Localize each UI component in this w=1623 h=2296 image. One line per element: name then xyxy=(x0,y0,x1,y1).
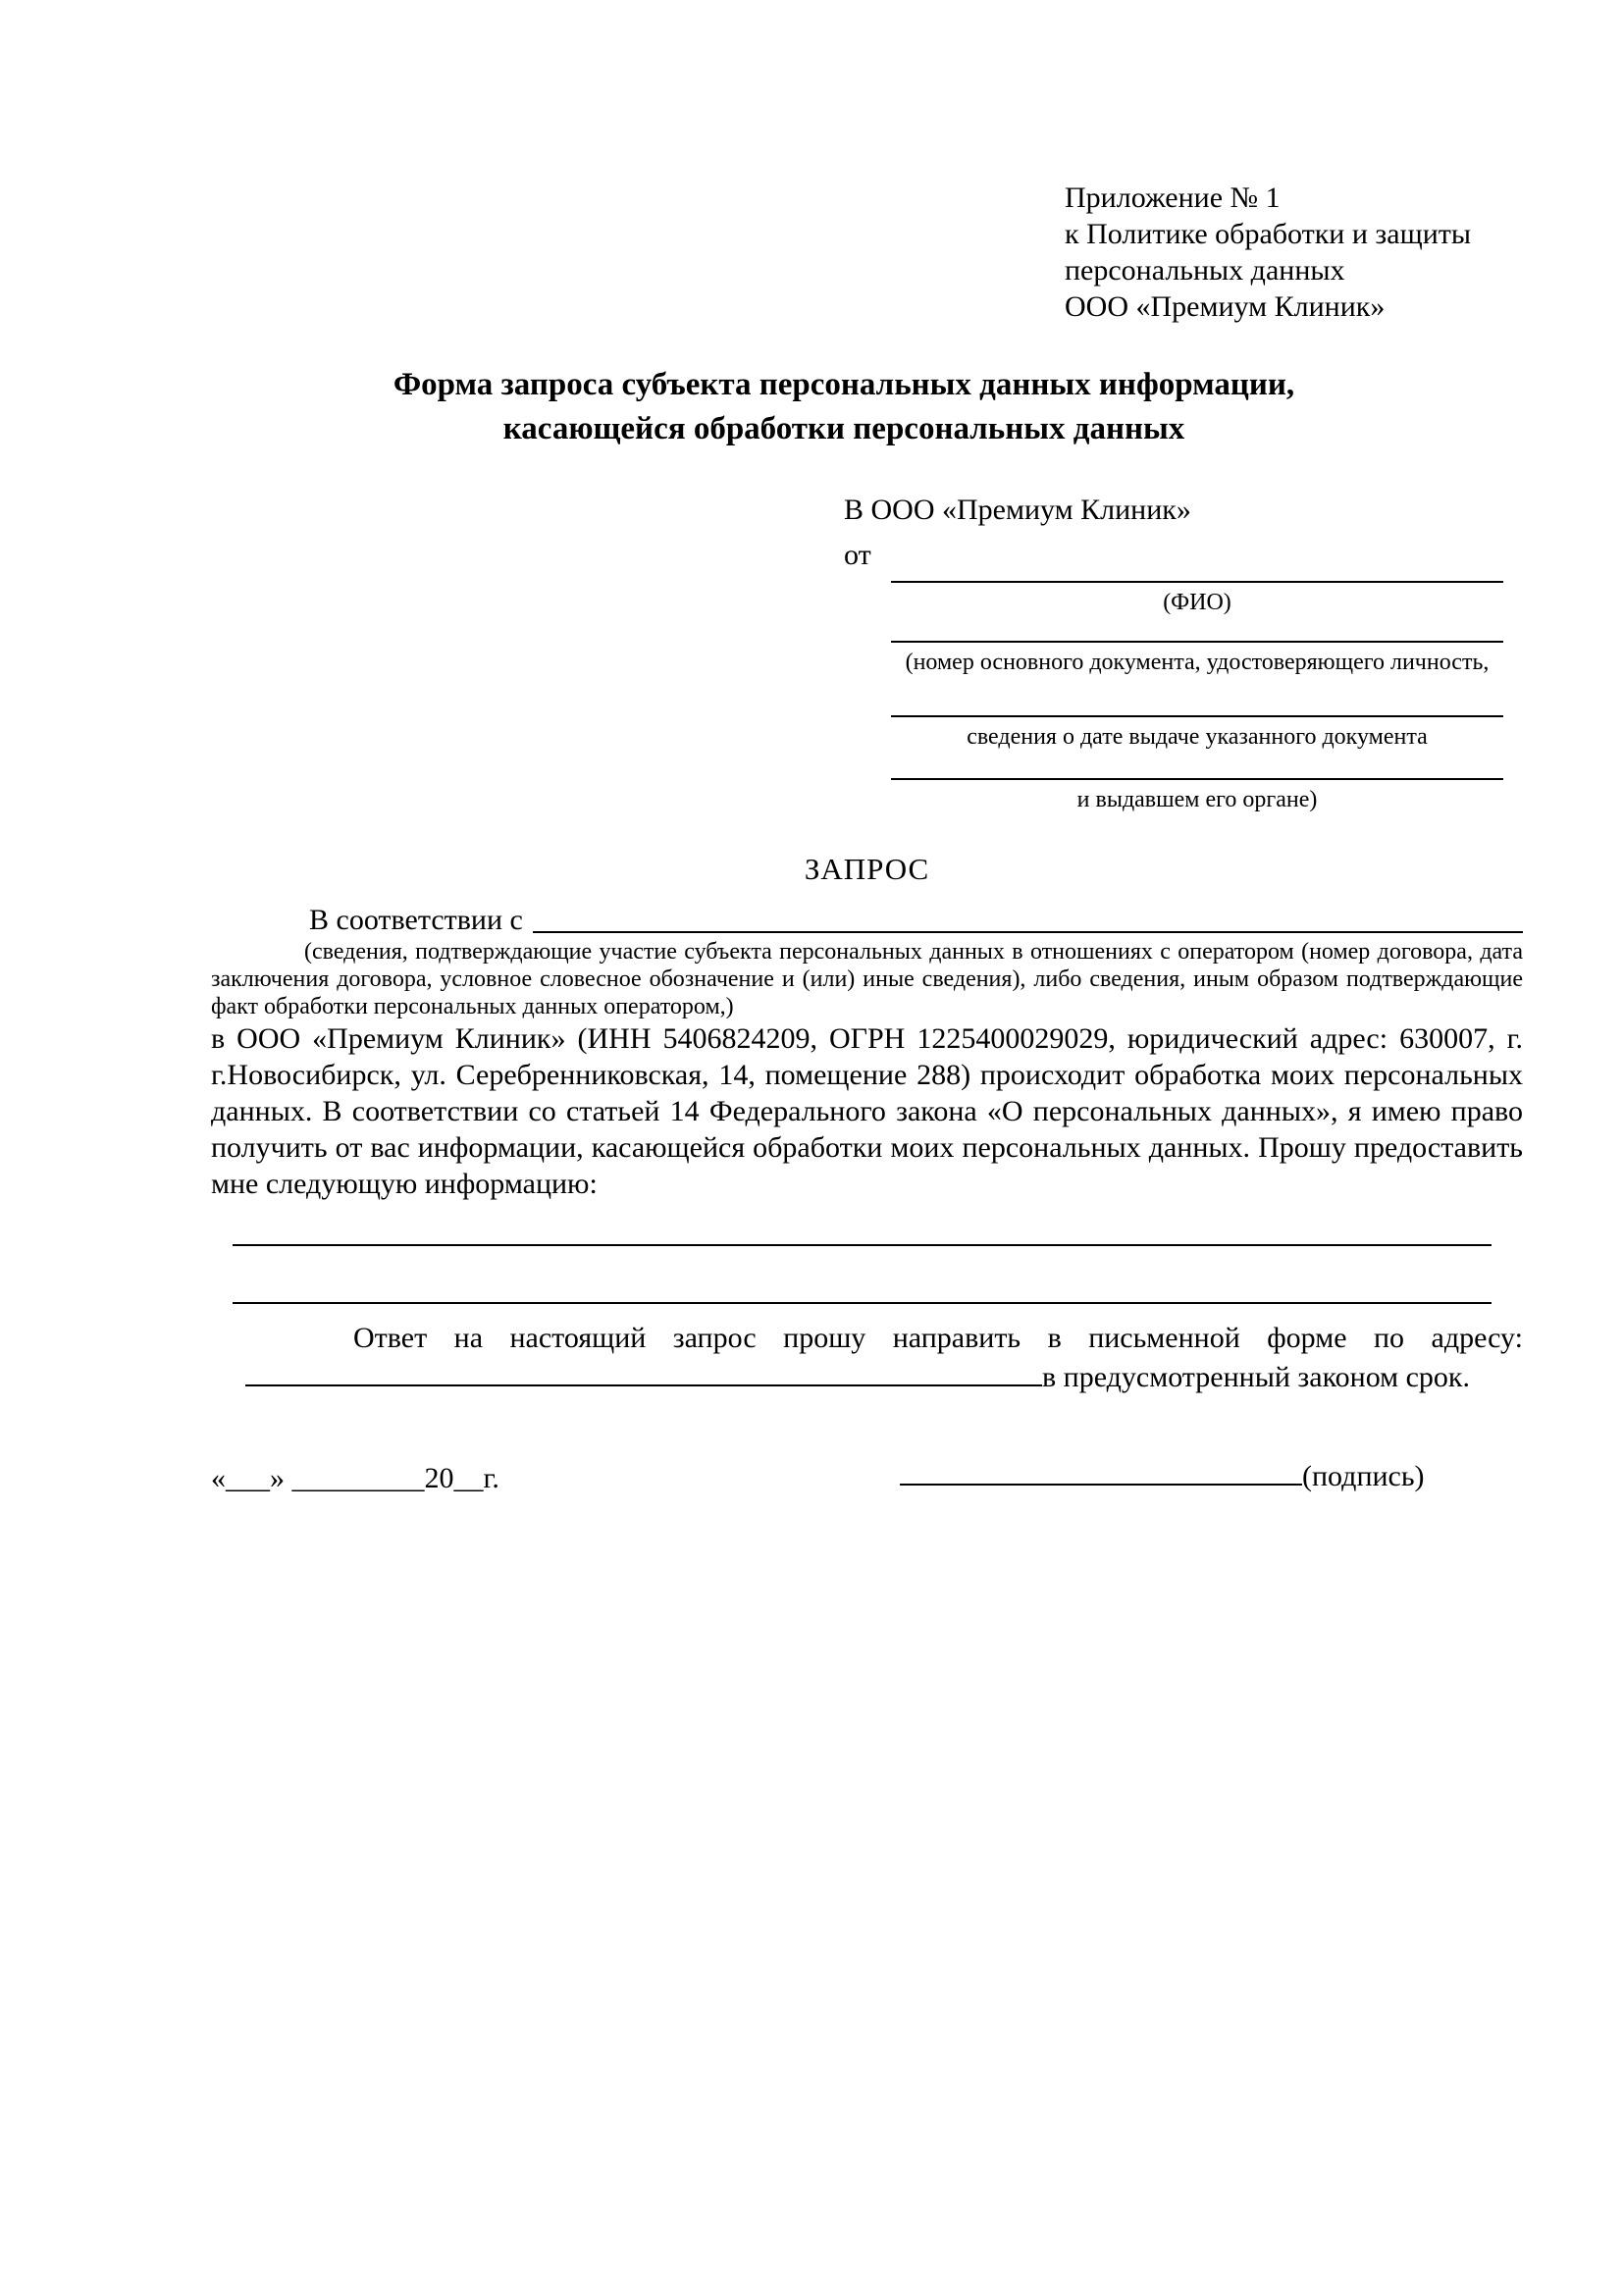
appendix-block xyxy=(1065,180,1516,325)
reply-paragraph xyxy=(211,1319,1523,1397)
info-blank-line-2 xyxy=(233,1277,1492,1304)
issuing-authority-caption: и выдавшем его органе) xyxy=(1076,787,1318,812)
accordance-text: В соответствии с xyxy=(309,904,523,936)
request-heading: ЗАПРОС xyxy=(804,852,930,886)
document-title xyxy=(186,363,1501,451)
footnote: (сведения, подтверждающие участие субъекта персональных данных в отношениях с оператором (номер договора, дата заключения договора, условное словесное обозначение и (или) иные сведения), либо сведения, иным образом подтверждающие факт обработки персональных данных оператором,) xyxy=(211,939,1523,1019)
reply-text: Ответ на настоящий запрос прошу направить в письменной форме по адресу: xyxy=(353,1322,1523,1354)
appendix-line: к Политике обработки и защиты xyxy=(1065,218,1472,250)
fio-blank-line xyxy=(891,555,1503,583)
date-line: «___» _________20__г. xyxy=(211,1462,499,1494)
address-blank-line xyxy=(245,1384,1042,1386)
signature-row xyxy=(900,1460,1425,1493)
id-doc-caption: (номер основного документа, удостоверяющего личность, xyxy=(905,650,1490,675)
info-blank-line-1 xyxy=(233,1219,1492,1246)
signature-blank-line xyxy=(900,1484,1302,1486)
addressee-to: В ООО «Премиум Клиник» xyxy=(844,494,1191,526)
title-line: Форма запроса субъекта персональных данных информации, xyxy=(393,367,1295,402)
issue-date-caption: сведения о дате выдаче указанного документа xyxy=(967,724,1428,750)
issue-date-blank-line xyxy=(891,690,1503,717)
accordance-blank-line xyxy=(533,931,1523,933)
signature-caption: (подпись) xyxy=(1302,1460,1425,1492)
addressee-from: от xyxy=(844,539,871,571)
appendix-line: Приложение № 1 xyxy=(1065,182,1281,214)
issuing-authority-blank-line xyxy=(891,753,1503,780)
request-body: в ООО «Премиум Клиник» (ИНН 5406824209, ОГРН 1225400029029, юридический адрес: 630007, г. г.Новосибирск, ул. Серебренниковская, 14, помещение 288) происходит обработка моих персональных данных. В соответствии со статьей 14 Федерального закона «О персональных данных», я имею право получить от вас информации, касающейся обработки моих персональных данных. Прошу предоставить мне следующую информацию: xyxy=(211,1022,1523,1200)
fio-caption: (ФИО) xyxy=(1163,590,1231,615)
accordance-row xyxy=(211,903,1523,938)
appendix-line: персональных данных xyxy=(1065,254,1345,287)
appendix-line: ООО «Премиум Клиник» xyxy=(1065,290,1386,323)
title-line: касающейся обработки персональных данных xyxy=(502,411,1185,446)
id-doc-blank-line xyxy=(891,615,1503,643)
reply-suffix: в предусмотренный законом срок. xyxy=(1042,1361,1470,1393)
